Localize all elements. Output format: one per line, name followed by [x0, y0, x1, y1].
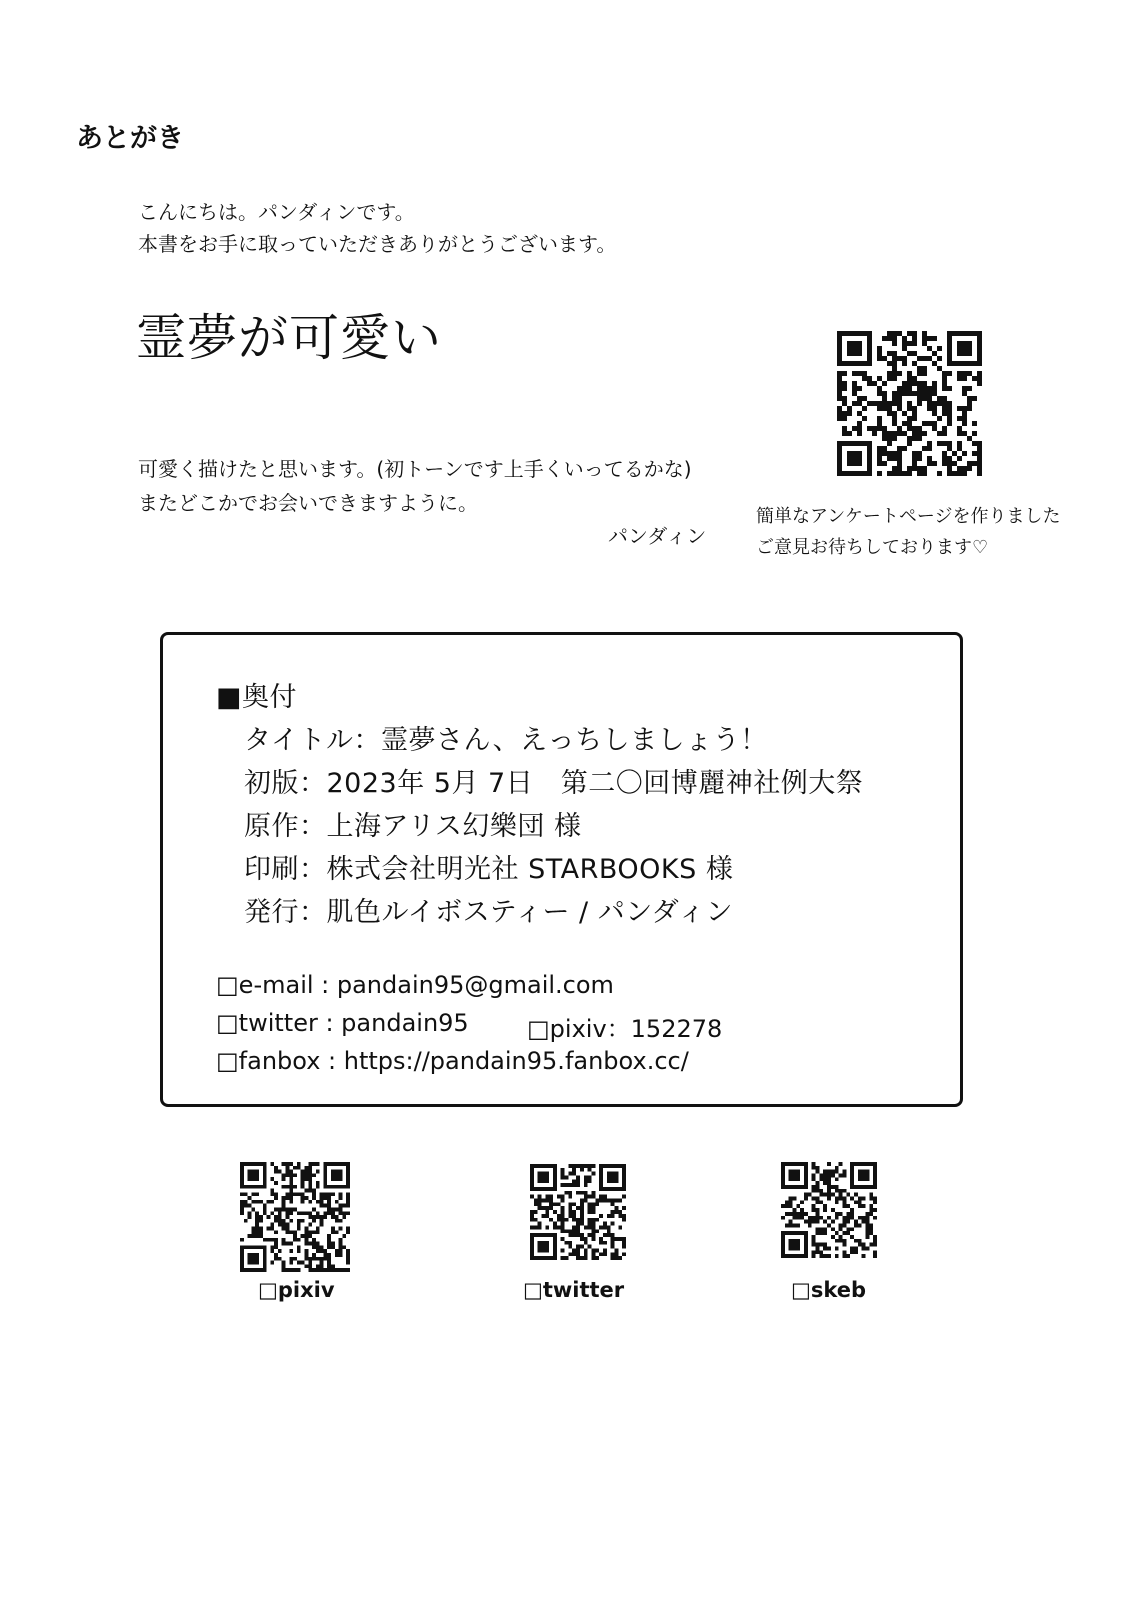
colophon-box	[160, 632, 963, 1107]
pixiv-qr-code-icon[interactable]	[240, 1162, 350, 1272]
twitter-qr-code-icon[interactable]	[530, 1164, 626, 1260]
pixiv-qr-label: □pixiv	[258, 1278, 335, 1302]
colophon-heading: ■奥付	[216, 682, 298, 713]
colophon-title: タイトル：霊夢さん、えっちしましょう！	[244, 725, 768, 756]
greeting-line-1: こんにちは。パンダィンです。	[138, 200, 415, 224]
survey-line-2: ご意見お待ちしております♡	[756, 537, 989, 558]
signature: パンダィン	[608, 524, 707, 548]
afterword-heading: あとがき	[76, 123, 184, 154]
twitter-qr-label: □twitter	[523, 1278, 625, 1302]
colophon-printing: 印刷：株式会社明光社 STARBOOKS 様	[244, 854, 734, 885]
survey-line-1: 簡単なアンケートページを作りました	[756, 506, 1061, 527]
skeb-qr-code-icon[interactable]	[781, 1162, 877, 1258]
contact-email[interactable]: □e-mail : pandain95@gmail.com	[216, 971, 614, 999]
greeting-line-2: 本書をお手に取っていただきありがとうございます。	[138, 232, 617, 256]
skeb-qr-label: □skeb	[791, 1278, 867, 1302]
afterword-big-title: 霊夢が可愛い	[136, 309, 442, 367]
afterword-body-line-1: 可愛く描けたと思います。(初トーンです上手くいってるかな)	[138, 457, 692, 481]
afterword-body-line-2: またどこかでお会いできますように。	[138, 491, 478, 515]
contact-twitter[interactable]: □twitter : pandain95	[216, 1009, 469, 1037]
colophon-original-work: 原作：上海アリス幻樂団 様	[244, 811, 582, 842]
contact-fanbox[interactable]: □fanbox : https://pandain95.fanbox.cc/	[216, 1047, 689, 1075]
colophon-first-edition: 初版：2023年 5月 7日 第二〇回博麗神社例大祭	[244, 768, 864, 799]
survey-qr-code-icon[interactable]	[837, 331, 982, 476]
colophon-publisher: 発行：肌色ルイボスティー / パンダィン	[244, 897, 734, 928]
contact-pixiv[interactable]: □pixiv：152278	[527, 1015, 723, 1043]
